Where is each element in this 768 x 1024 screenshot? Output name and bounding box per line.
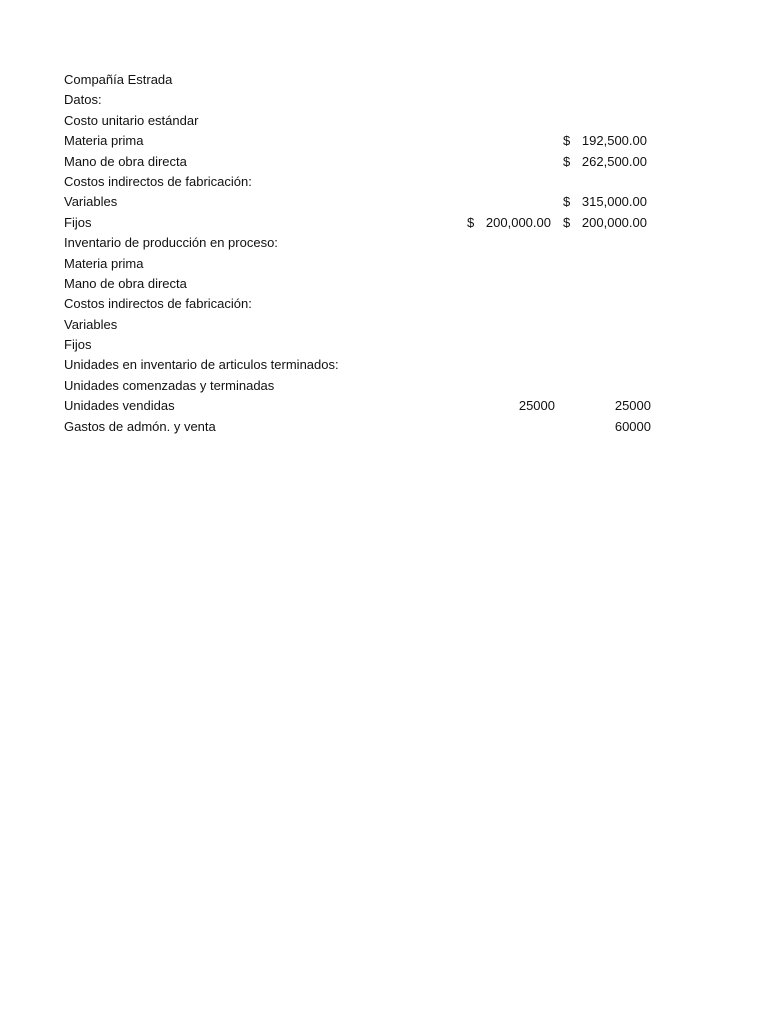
row-unidades-vendidas (64, 396, 664, 416)
row-mano-de-obra-2 (64, 274, 664, 294)
amount: 200,000.00 (485, 214, 551, 230)
amount: 200,000.00 (581, 214, 647, 230)
amount: 192,500.00 (581, 133, 647, 149)
row-variables (64, 192, 664, 212)
row-label: Mano de obra directa (64, 153, 187, 169)
row-label: Datos: (64, 92, 102, 108)
row-datos (64, 90, 664, 110)
amount: 262,500.00 (581, 153, 647, 169)
row-label: Unidades en inventario de articulos terminados: (64, 357, 339, 373)
row-label: Inventario de producción en proceso: (64, 235, 278, 251)
row-label: Costo unitario estándar (64, 112, 199, 128)
row-label: Variables (64, 194, 118, 210)
quantity: 25000 (614, 398, 651, 414)
row-variables-2 (64, 315, 664, 335)
row-unidades-comenzadas (64, 376, 664, 396)
quantity: 25000 (518, 398, 555, 414)
row-fijos-2 (64, 335, 664, 355)
row-label: Fijos (64, 214, 92, 230)
row-unidades-inventario (64, 355, 664, 375)
row-label: Costos indirectos de fabricación: (64, 173, 252, 189)
row-label: Variables (64, 316, 118, 332)
currency-symbol: $ (563, 153, 571, 169)
row-label: Fijos (64, 337, 92, 353)
row-label: Unidades vendidas (64, 398, 175, 414)
currency-symbol: $ (563, 133, 571, 149)
row-materia-prima (64, 131, 664, 151)
amount: 315,000.00 (581, 194, 647, 210)
row-materia-prima-2 (64, 254, 664, 274)
row-label: Gastos de admón. y venta (64, 418, 216, 434)
currency-symbol: $ (563, 194, 571, 210)
row-gastos-admon (64, 417, 664, 437)
row-label: Materia prima (64, 255, 144, 271)
row-costo-unitario (64, 111, 664, 131)
spreadsheet (64, 70, 664, 437)
currency-symbol: $ (563, 214, 571, 230)
row-label: Compañía Estrada (64, 72, 173, 87)
row-company-name (64, 70, 664, 90)
row-fijos (64, 213, 664, 233)
quantity: 60000 (614, 418, 651, 434)
row-label: Unidades comenzadas y terminadas (64, 377, 275, 393)
row-label: Mano de obra directa (64, 275, 187, 291)
row-label: Materia prima (64, 133, 144, 149)
row-inventario-proceso (64, 233, 664, 253)
row-label: Costos indirectos de fabricación: (64, 296, 252, 312)
row-mano-de-obra (64, 152, 664, 172)
row-costos-indirectos (64, 172, 664, 192)
currency-symbol: $ (467, 214, 475, 230)
row-costos-indirectos-2 (64, 294, 664, 314)
